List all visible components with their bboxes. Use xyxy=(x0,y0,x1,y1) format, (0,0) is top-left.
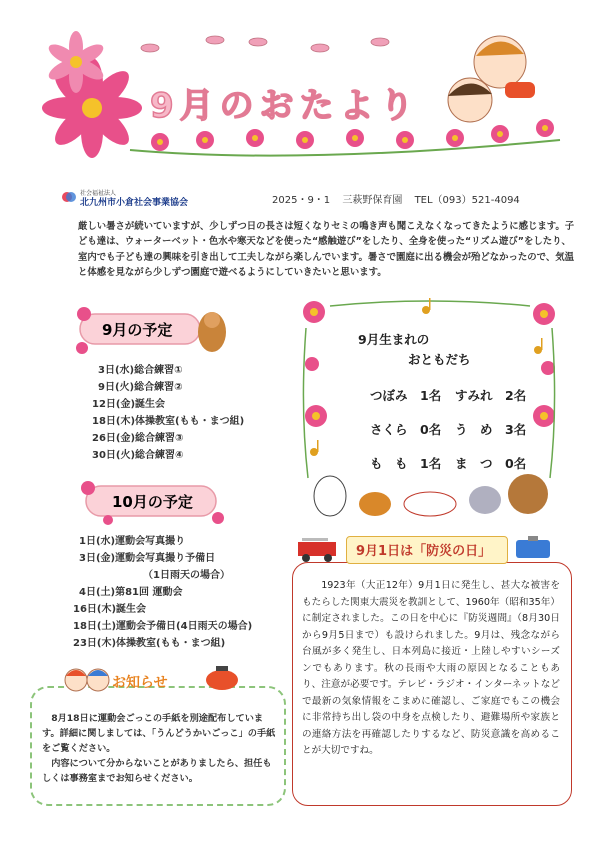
notice-body xyxy=(42,711,276,786)
disaster-body: 1923年（大正12年）9月1日に発生し、甚大な被害をもたらした関東大震災を教訓として、1960年（昭和35年）に制定されました。この日を中心に『防災週間』（8月30日から9月5日まで）も設けられました。9月は、残念ながら台風が多く発生し、日本列島に接近・上陸しやすいシーズンでもあります。秋の長雨や大雨の原因となることもあり、注意が必要です。テレビ・ラジオ・インターネットなどで最新の気象情報をこまめに確認し、ご家庭でもこの機会に非常持ち出し袋の中身を点検したり、避難場所や家族との連絡方法を再確認したりするなど、防災意識を高めることが大切ですね。 xyxy=(302,580,560,756)
schedule-item: 3日(水)総合練習① xyxy=(98,365,183,376)
fire-truck-icon xyxy=(296,534,340,562)
school-name: 三萩野保育園 xyxy=(342,195,403,206)
schedule-item: 30日(火)総合練習④ xyxy=(92,450,184,461)
children-illustration xyxy=(448,36,535,122)
birthday-count: すみれ 2名 xyxy=(455,388,527,403)
birthday-title-line1: 9月生まれの xyxy=(358,332,430,347)
september-banner xyxy=(72,302,232,360)
org-date-line xyxy=(62,188,582,208)
disaster-title: 9月1日は「防災の日」 xyxy=(356,544,492,559)
issue-date-line xyxy=(272,191,529,206)
birthday-count: う め 3名 xyxy=(455,422,527,437)
schedule-item: 26日(金)総合練習③ xyxy=(92,433,184,444)
intro-paragraph: 厳しい暑さが続いていますが、少しずつ日の長さは短くなりセミの鳴き声も聞こえなくなってきたように感じます。子ども達は、ウォーターベット・色水や寒天などを使った“感触遊び”をしたり、全身を使った“リズム遊び”をしたり、室内でも子ども達の興味を引き出して工夫しながら楽しんでいます。暑さで園庭に出る機会が殆どなかったので、気温と体感を見ながら少しずつ園庭で遊べるようにしていきたいと思います。 xyxy=(78,221,575,278)
children-icon xyxy=(62,664,112,698)
schedule-item: 4日(土)第81回 運動会 xyxy=(79,587,183,598)
october-schedule xyxy=(73,533,252,652)
october-heading: 10月の予定 xyxy=(112,493,193,511)
page-title: 9月のおたより xyxy=(150,86,420,126)
schedule-item: 9日(火)総合練習② xyxy=(98,382,183,393)
october-banner xyxy=(78,478,238,528)
squirrel-icon xyxy=(198,312,226,352)
schedule-item: 12日(金)誕生会 xyxy=(92,399,166,410)
schedule-item: 18日(土)運動会予備日(4日雨天の場合) xyxy=(73,621,253,632)
org-name: 北九州市小倉社会事業協会 xyxy=(80,198,189,208)
notice-title: お知らせ xyxy=(112,675,168,691)
schedule-item: 16日(木)誕生会 xyxy=(73,604,147,615)
birthday-count: つぼみ 1名 xyxy=(370,388,442,403)
lantern-icon xyxy=(202,662,242,692)
org-type-label: 社会福祉法人 xyxy=(80,190,117,197)
schedule-item: （1日雨天の場合） xyxy=(143,570,230,581)
schedule-item: 18日(木)体操教室(もも・まつ組) xyxy=(92,416,245,427)
schedule-item: 1日(水)運動会写真撮り xyxy=(79,536,186,547)
emergency-bag-icon xyxy=(512,534,556,560)
schedule-item: 3日(金)運動会写真撮り予備日 xyxy=(79,553,216,564)
dragonfly-icon xyxy=(141,36,389,52)
school-tel: TEL（093）521-4094 xyxy=(414,195,520,206)
notice-paragraph: 8月18日に運動会ごっこの手紙を別途配布しています。詳細に関しましては、「うんどうかいごっこ」の手紙をご覧ください。 xyxy=(42,713,276,754)
birthday-title-line2: おともだち xyxy=(408,352,471,367)
schedule-item: 23日(木)体操教室(もも・まつ組) xyxy=(73,638,226,649)
org-logo-icon xyxy=(62,190,76,204)
issue-date: 2025・9・1 xyxy=(272,195,331,206)
birthday-count: さくら 0名 xyxy=(370,422,442,437)
party-animals-icon xyxy=(314,474,548,516)
birthday-count: も も 1名 xyxy=(370,456,442,471)
birthday-count: ま つ 0名 xyxy=(455,456,527,471)
notice-paragraph: 内容について分からないことがありましたら、担任もしくは事務室までお知らせください。 xyxy=(42,758,272,784)
september-heading: 9月の予定 xyxy=(102,321,173,339)
september-schedule xyxy=(92,362,244,464)
